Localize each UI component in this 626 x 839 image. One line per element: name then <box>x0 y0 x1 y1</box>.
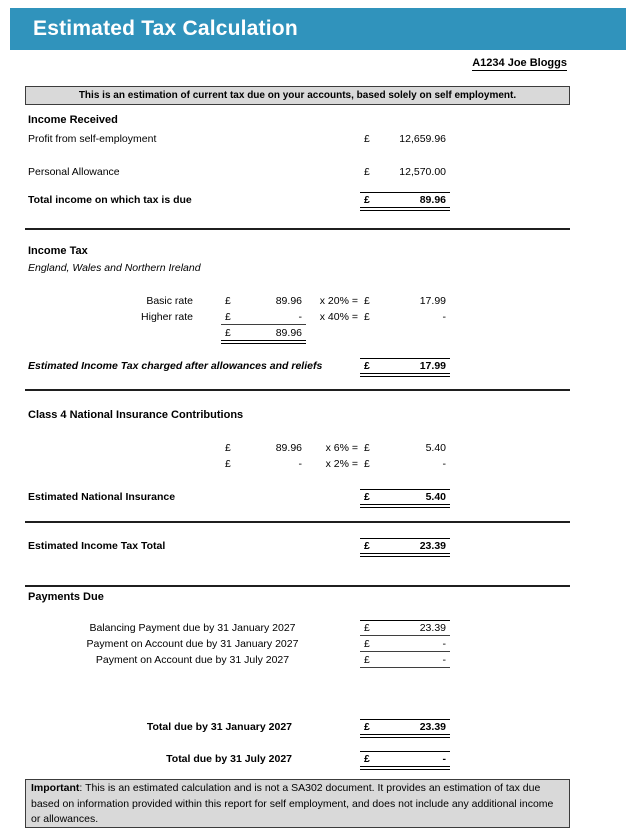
table-row <box>0 164 626 180</box>
multiplier-basic: x 20% = <box>319 295 358 307</box>
class4-ni-section-header <box>0 407 626 423</box>
base-subtotal-cell <box>221 325 306 344</box>
amount-value: 12,570.00 <box>399 166 446 178</box>
row-label-ni-total: Estimated National Insurance <box>28 491 176 503</box>
table-row-basic-rate <box>0 293 626 309</box>
table-row-poa-january <box>0 636 626 652</box>
section-divider <box>25 389 570 391</box>
table-row-total-january <box>0 719 626 735</box>
currency-symbol: £ <box>364 622 370 634</box>
amount-value: - <box>442 637 446 650</box>
amount-value: 23.39 <box>419 721 446 733</box>
row-label-poa-july: Payment on Account due by 31 July 2027 <box>95 654 290 666</box>
currency-symbol: £ <box>364 133 370 145</box>
amount-value: 89.96 <box>275 295 302 307</box>
account-reference: A1234 Joe Bloggs <box>472 57 567 69</box>
amount-cell-poa-january <box>360 636 450 652</box>
currency-symbol: £ <box>364 311 370 323</box>
result-cell-ni2 <box>360 456 450 472</box>
row-label-income-total: Total income on which tax is due <box>28 194 192 206</box>
base-cell-higher <box>221 309 306 325</box>
page-title: Estimated Tax Calculation <box>33 17 298 40</box>
amount-value: 89.96 <box>419 194 446 206</box>
amount-value: - <box>298 310 302 323</box>
table-row-estimated-income-tax <box>0 358 626 374</box>
table-row-ni-band2 <box>0 456 626 472</box>
section-heading-payments-due: Payments Due <box>28 591 104 603</box>
table-row-higher-rate <box>0 309 626 325</box>
amount-cell-profit <box>360 131 450 147</box>
important-text: : This is an estimated calculation and is not a SA302 document. It provides an estimation of tax due based on information provided within this report for self employment, and does not include any additional income or allowances. <box>31 782 554 825</box>
amount-value: 17.99 <box>419 360 446 372</box>
row-label-total-july: Total due by 31 July 2027 <box>166 753 292 765</box>
currency-symbol: £ <box>364 637 370 650</box>
table-row-balancing-payment <box>0 620 626 636</box>
important-label: Important <box>31 782 80 794</box>
band-label-basic-rate: Basic rate <box>146 295 193 307</box>
amount-cell-total-january <box>360 719 450 738</box>
currency-symbol: £ <box>225 458 231 470</box>
band-label-higher-rate: Higher rate <box>141 311 193 323</box>
section-heading-income-tax: Income Tax <box>28 245 88 257</box>
currency-symbol: £ <box>364 491 370 503</box>
multiplier-ni1: x 6% = <box>325 442 358 454</box>
table-row-income-tax-total <box>0 538 626 554</box>
income-tax-section-header <box>0 243 626 259</box>
currency-symbol: £ <box>364 442 370 454</box>
base-cell-ni2 <box>221 456 306 472</box>
result-cell-basic <box>360 293 450 309</box>
multiplier-ni2: x 2% = <box>325 458 358 470</box>
amount-value: 89.96 <box>275 326 302 339</box>
row-label-estimated-income-tax: Estimated Income Tax charged after allowances and reliefs <box>28 360 323 372</box>
section-heading-class4-ni: Class 4 National Insurance Contributions <box>28 409 244 421</box>
amount-cell-ni-total <box>360 489 450 508</box>
table-row-poa-july <box>0 652 626 668</box>
table-row-total <box>0 192 626 208</box>
amount-value: - <box>442 311 446 323</box>
row-label-poa-january: Payment on Account due by 31 January 2027 <box>86 638 299 650</box>
row-label-profit: Profit from self-employment <box>28 133 157 145</box>
table-row <box>0 131 626 147</box>
result-cell-higher <box>360 309 450 325</box>
income-tax-region-row <box>0 260 626 276</box>
row-label-balancing-payment: Balancing Payment due by 31 January 2027 <box>89 622 296 634</box>
table-row-base-subtotal <box>0 325 626 341</box>
amount-value: 17.99 <box>419 295 446 307</box>
amount-value: 23.39 <box>419 622 446 634</box>
table-row-ni-band1 <box>0 440 626 456</box>
amount-value: 5.40 <box>425 491 446 503</box>
currency-symbol: £ <box>225 310 231 323</box>
amount-value: 12,659.96 <box>399 133 446 145</box>
amount-value: - <box>442 753 446 765</box>
row-label-total-january: Total due by 31 January 2027 <box>146 721 292 733</box>
multiplier-higher: x 40% = <box>319 311 358 323</box>
currency-symbol: £ <box>364 540 370 552</box>
income-received-section-header <box>0 112 626 128</box>
base-cell-basic <box>221 293 306 309</box>
table-row-ni-total <box>0 489 626 505</box>
amount-cell-income-tax-total <box>360 538 450 557</box>
section-divider <box>25 521 570 523</box>
currency-symbol: £ <box>364 753 370 765</box>
region-label: England, Wales and Northern Ireland <box>28 262 201 274</box>
currency-symbol: £ <box>364 653 370 666</box>
payments-due-section-header <box>0 589 626 605</box>
amount-value: 89.96 <box>275 442 302 454</box>
header-bar <box>10 8 626 50</box>
amount-cell-poa-july <box>360 652 450 668</box>
table-row-total-july <box>0 751 626 767</box>
section-divider <box>25 585 570 587</box>
section-divider <box>25 228 570 230</box>
amount-cell-income-total <box>360 192 450 211</box>
amount-value: - <box>298 458 302 470</box>
row-label-income-tax-total: Estimated Income Tax Total <box>28 540 166 552</box>
section-heading-income-received: Income Received <box>28 114 118 126</box>
currency-symbol: £ <box>225 326 231 339</box>
currency-symbol: £ <box>364 295 370 307</box>
currency-symbol: £ <box>225 442 231 454</box>
amount-cell-allowance <box>360 164 450 180</box>
currency-symbol: £ <box>364 458 370 470</box>
currency-symbol: £ <box>225 295 231 307</box>
base-cell-ni1 <box>221 440 306 456</box>
row-label-personal-allowance: Personal Allowance <box>28 166 120 178</box>
amount-cell-balancing-payment <box>360 620 450 636</box>
result-cell-ni1 <box>360 440 450 456</box>
notice-text: This is an estimation of current tax due on your accounts, based solely on self employment. <box>78 90 517 101</box>
important-note-box <box>25 779 570 828</box>
amount-value: 23.39 <box>419 540 446 552</box>
amount-value: - <box>442 458 446 470</box>
amount-value: 5.40 <box>425 442 446 454</box>
amount-cell-estimated-income-tax <box>360 358 450 377</box>
currency-symbol: £ <box>364 360 370 372</box>
notice-banner <box>25 86 570 105</box>
currency-symbol: £ <box>364 721 370 733</box>
amount-cell-total-july <box>360 751 450 770</box>
amount-value: - <box>442 653 446 666</box>
currency-symbol: £ <box>364 166 370 178</box>
currency-symbol: £ <box>364 194 370 206</box>
